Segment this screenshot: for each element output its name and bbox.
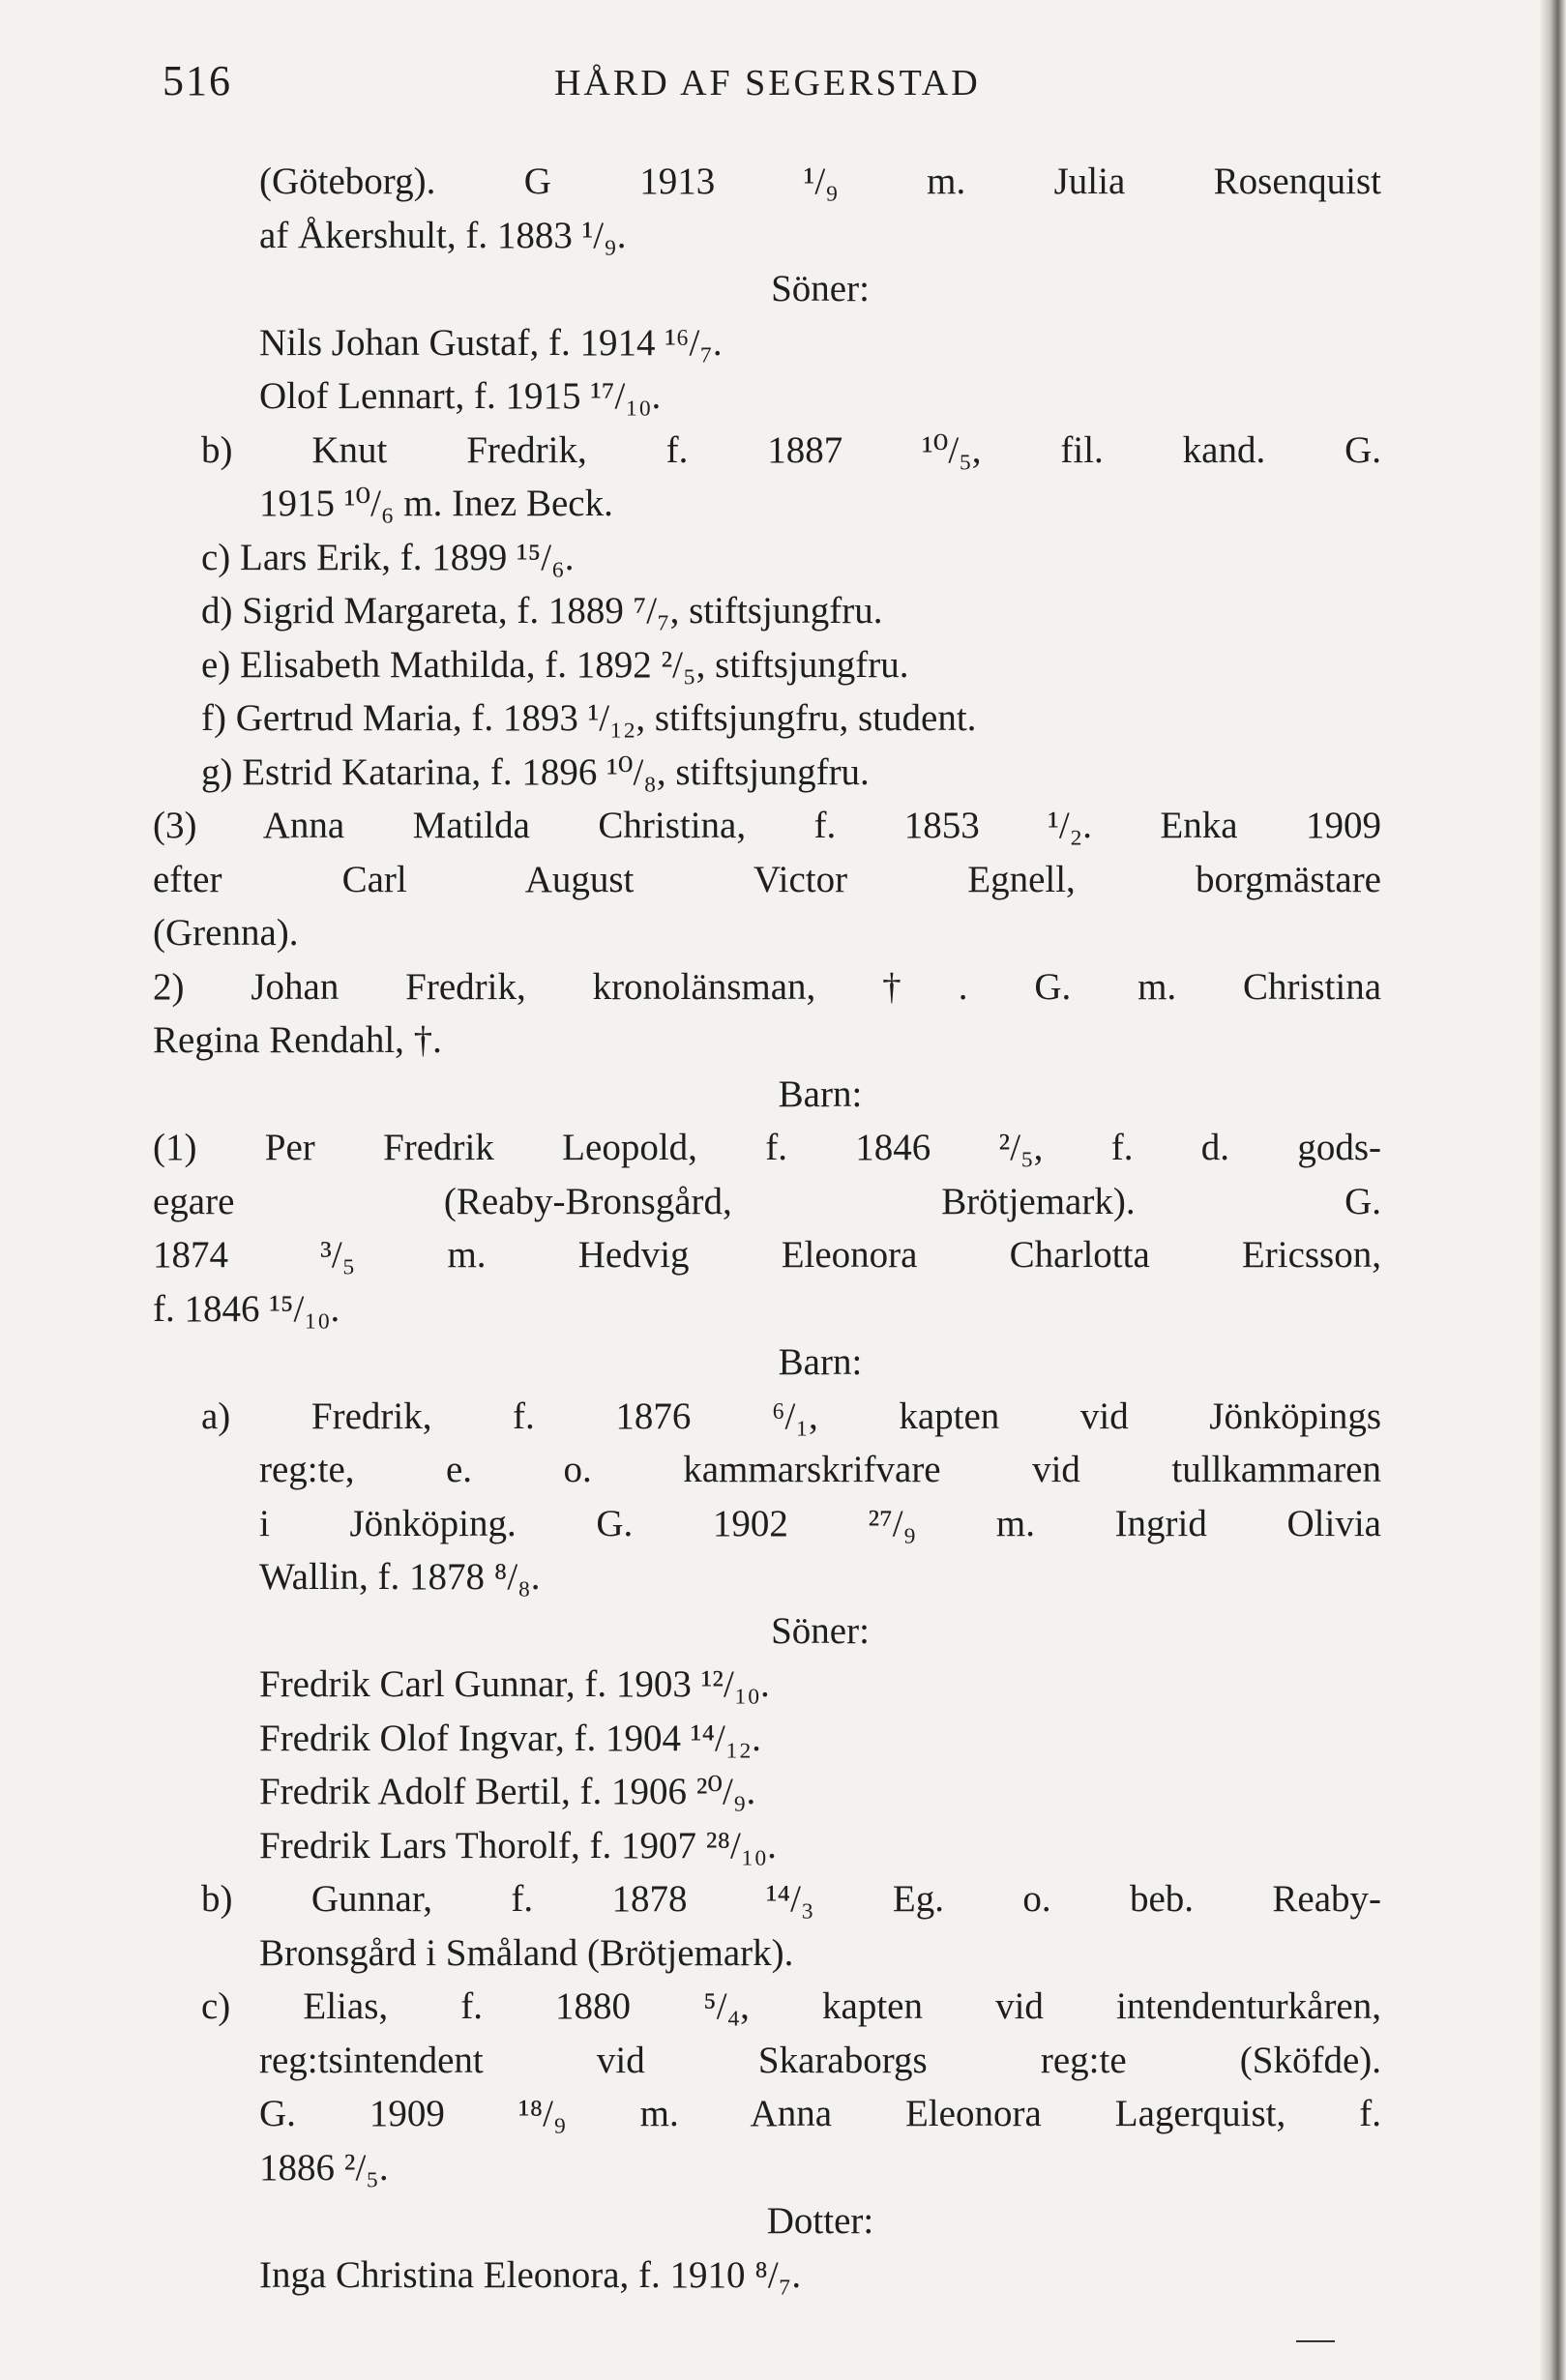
text-line: G. 1909 ¹⁸/₉ m. Anna Eleonora Lagerquist, f. — [259, 2093, 1381, 2134]
text-line: Nils Johan Gustaf, f. 1914 ¹⁶/₇. — [259, 321, 723, 364]
text-line: Barn: — [778, 1341, 863, 1383]
text-line: 1886 ²/₅. — [259, 2146, 389, 2189]
genealogy-text — [153, 155, 1381, 2302]
text-line: reg:te, e. o. kammarskrifvare vid tullkammaren — [259, 1449, 1381, 1490]
running-head: HÅRD AF SEGERSTAD — [554, 63, 981, 103]
text-line: Söner: — [771, 268, 870, 309]
text-line: Fredrik Adolf Bertil, f. 1906 ²⁰/₉. — [259, 1771, 756, 1812]
text-line: g) Estrid Katarina, f. 1896 ¹⁰/₈, stiftsjungfru. — [201, 750, 870, 793]
page-number: 516 — [163, 57, 232, 104]
text-line: i Jönköping. G. 1902 ²⁷/₉ m. Ingrid Olivia — [259, 1502, 1381, 1544]
text-line: af Åkershult, f. 1883 ¹/₉. — [259, 214, 627, 256]
text-line: Fredrik Carl Gunnar, f. 1903 ¹²/₁₀. — [259, 1663, 770, 1705]
text-line: 1874 ³/₅ m. Hedvig Eleonora Charlotta Ericsson, — [153, 1234, 1381, 1276]
text-line: e) Elisabeth Mathilda, f. 1892 ²/₅, stiftsjungfru. — [201, 643, 909, 686]
text-line: b) Gunnar, f. 1878 ¹⁴/₃ Eg. o. beb. Reaby- — [201, 1878, 1381, 1920]
text-line: Bronsgård i Småland (Brötjemark). — [259, 1931, 794, 1974]
text-line: efter Carl August Victor Egnell, borgmästare — [153, 858, 1381, 900]
end-rule — [1296, 2340, 1335, 2342]
text-line: (1) Per Fredrik Leopold, f. 1846 ²/₅, f. d. gods- — [153, 1127, 1381, 1168]
text-line: c) Lars Erik, f. 1899 ¹⁵/₆. — [201, 536, 575, 578]
text-line: Regina Rendahl, †. — [153, 1019, 442, 1061]
text-line: egare (Reaby-Bronsgård, Brötjemark). G. — [153, 1180, 1381, 1222]
page-header — [163, 56, 1373, 114]
text-line: b) Knut Fredrik, f. 1887 ¹⁰/₅, fil. kand. G. — [201, 428, 1381, 471]
text-line: Wallin, f. 1878 ⁸/₈. — [259, 1556, 541, 1598]
text-line: (Grenna). — [153, 912, 299, 954]
text-line: f) Gertrud Maria, f. 1893 ¹/₁₂, stiftsjungfru, student. — [201, 697, 977, 739]
text-line: d) Sigrid Margareta, f. 1889 ⁷/₇, stiftsjungfru. — [201, 590, 883, 632]
text-line: (Göteborg). G 1913 ¹/₉ m. Julia Rosenquist — [259, 161, 1381, 202]
text-line: (3) Anna Matilda Christina, f. 1853 ¹/₂. Enka 1909 — [153, 805, 1381, 846]
text-line: Barn: — [778, 1072, 863, 1115]
text-line: Inga Christina Eleonora, f. 1910 ⁸/₇. — [259, 2253, 802, 2296]
page-binding-edge — [1539, 0, 1566, 2380]
text-line: 2) Johan Fredrik, kronolänsman, †. G. m. Christina — [153, 965, 1381, 1008]
text-line: reg:tsintendent vid Skaraborgs reg:te (Sköfde). — [259, 2039, 1381, 2081]
text-line: c) Elias, f. 1880 ⁵/₄, kapten vid intendenturkåren, — [201, 1985, 1381, 2027]
text-line: Dotter: — [766, 2200, 874, 2242]
text-line: Söner: — [771, 1609, 870, 1652]
text-line: f. 1846 ¹⁵/₁₀. — [153, 1287, 340, 1330]
text-line: Olof Lennart, f. 1915 ¹⁷/₁₀. — [259, 375, 662, 417]
text-line: Fredrik Lars Thorolf, f. 1907 ²⁸/₁₀. — [259, 1824, 777, 1866]
text-line: 1915 ¹⁰/₆ m. Inez Beck. — [259, 483, 613, 524]
text-line: a) Fredrik, f. 1876 ⁶/₁, kapten vid Jönköpings — [201, 1395, 1381, 1437]
text-line: Fredrik Olof Ingvar, f. 1904 ¹⁴/₁₂. — [259, 1717, 761, 1759]
